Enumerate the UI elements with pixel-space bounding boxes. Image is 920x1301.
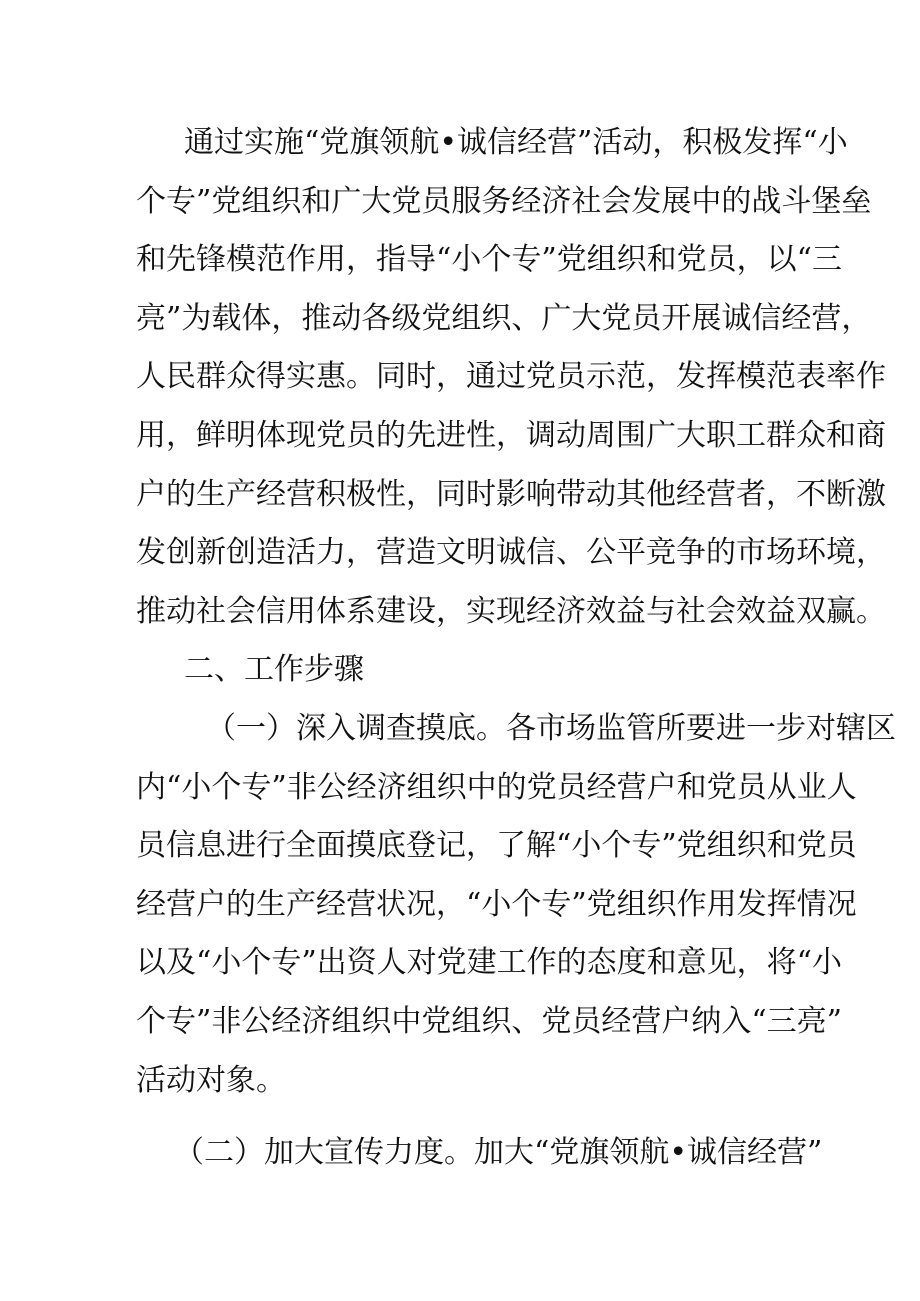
paragraph-line: 户的生产经营积极性，同时影响带动其他经营者，不断激 <box>136 476 886 512</box>
paragraph-1 <box>136 114 886 641</box>
paragraph-line: 通过实施“党旗领航•诚信经营”活动，积极发挥“小 <box>184 125 848 160</box>
paragraph-line: 经营户的生产经营状况，“小个专”党组织作用发挥情况 <box>136 886 857 922</box>
paragraph-spacer <box>136 1110 796 1124</box>
paragraph-line: 用，鲜明体现党员的先进性，调动周围广大职工群众和商 <box>136 417 886 453</box>
paragraph-line: 发创新创造活力，营造文明诚信、公平竞争的市场环境， <box>136 535 886 571</box>
paragraph-line: （一）深入调查摸底。各市场监管所要进一步对辖区 <box>206 710 896 746</box>
document-body <box>136 114 896 1183</box>
paragraph-line: 个专”党组织和广大党员服务经济社会发展中的战斗堡垒 <box>136 183 872 219</box>
paragraph-3 <box>136 1124 823 1183</box>
paragraph-line: 活动对象。 <box>136 1062 286 1098</box>
paragraph-line: 内“小个专”非公经济组织中的党员经营户和党员从业人 <box>136 769 857 805</box>
paragraph-line: 员信息进行全面摸底登记，了解“小个专”党组织和党员 <box>136 828 857 864</box>
paragraph-line: 推动社会信用体系建设，实现经济效益与社会效益双赢。 <box>136 593 886 629</box>
paragraph-line: 以及“小个专”出资人对党建工作的态度和意见，将“小 <box>136 945 843 981</box>
paragraph-2 <box>136 700 896 1110</box>
section-heading: 二、工作步骤 <box>184 652 364 688</box>
paragraph-line: 亮”为载体，推动各级党组织、广大党员开展诚信经营， <box>136 300 872 336</box>
paragraph-line: 人民群众得实惠。同时，通过党员示范，发挥模范表率作 <box>136 359 886 395</box>
paragraph-line: 个专”非公经济组织中党组织、党员经营户纳入“三亮” <box>136 1003 843 1039</box>
paragraph-line: 和先锋模范作用，指导“小个专”党组织和党员，以“三 <box>136 242 843 278</box>
paragraph-line: （二）加大宣传力度。加大“党旗领航•诚信经营” <box>174 1135 823 1171</box>
